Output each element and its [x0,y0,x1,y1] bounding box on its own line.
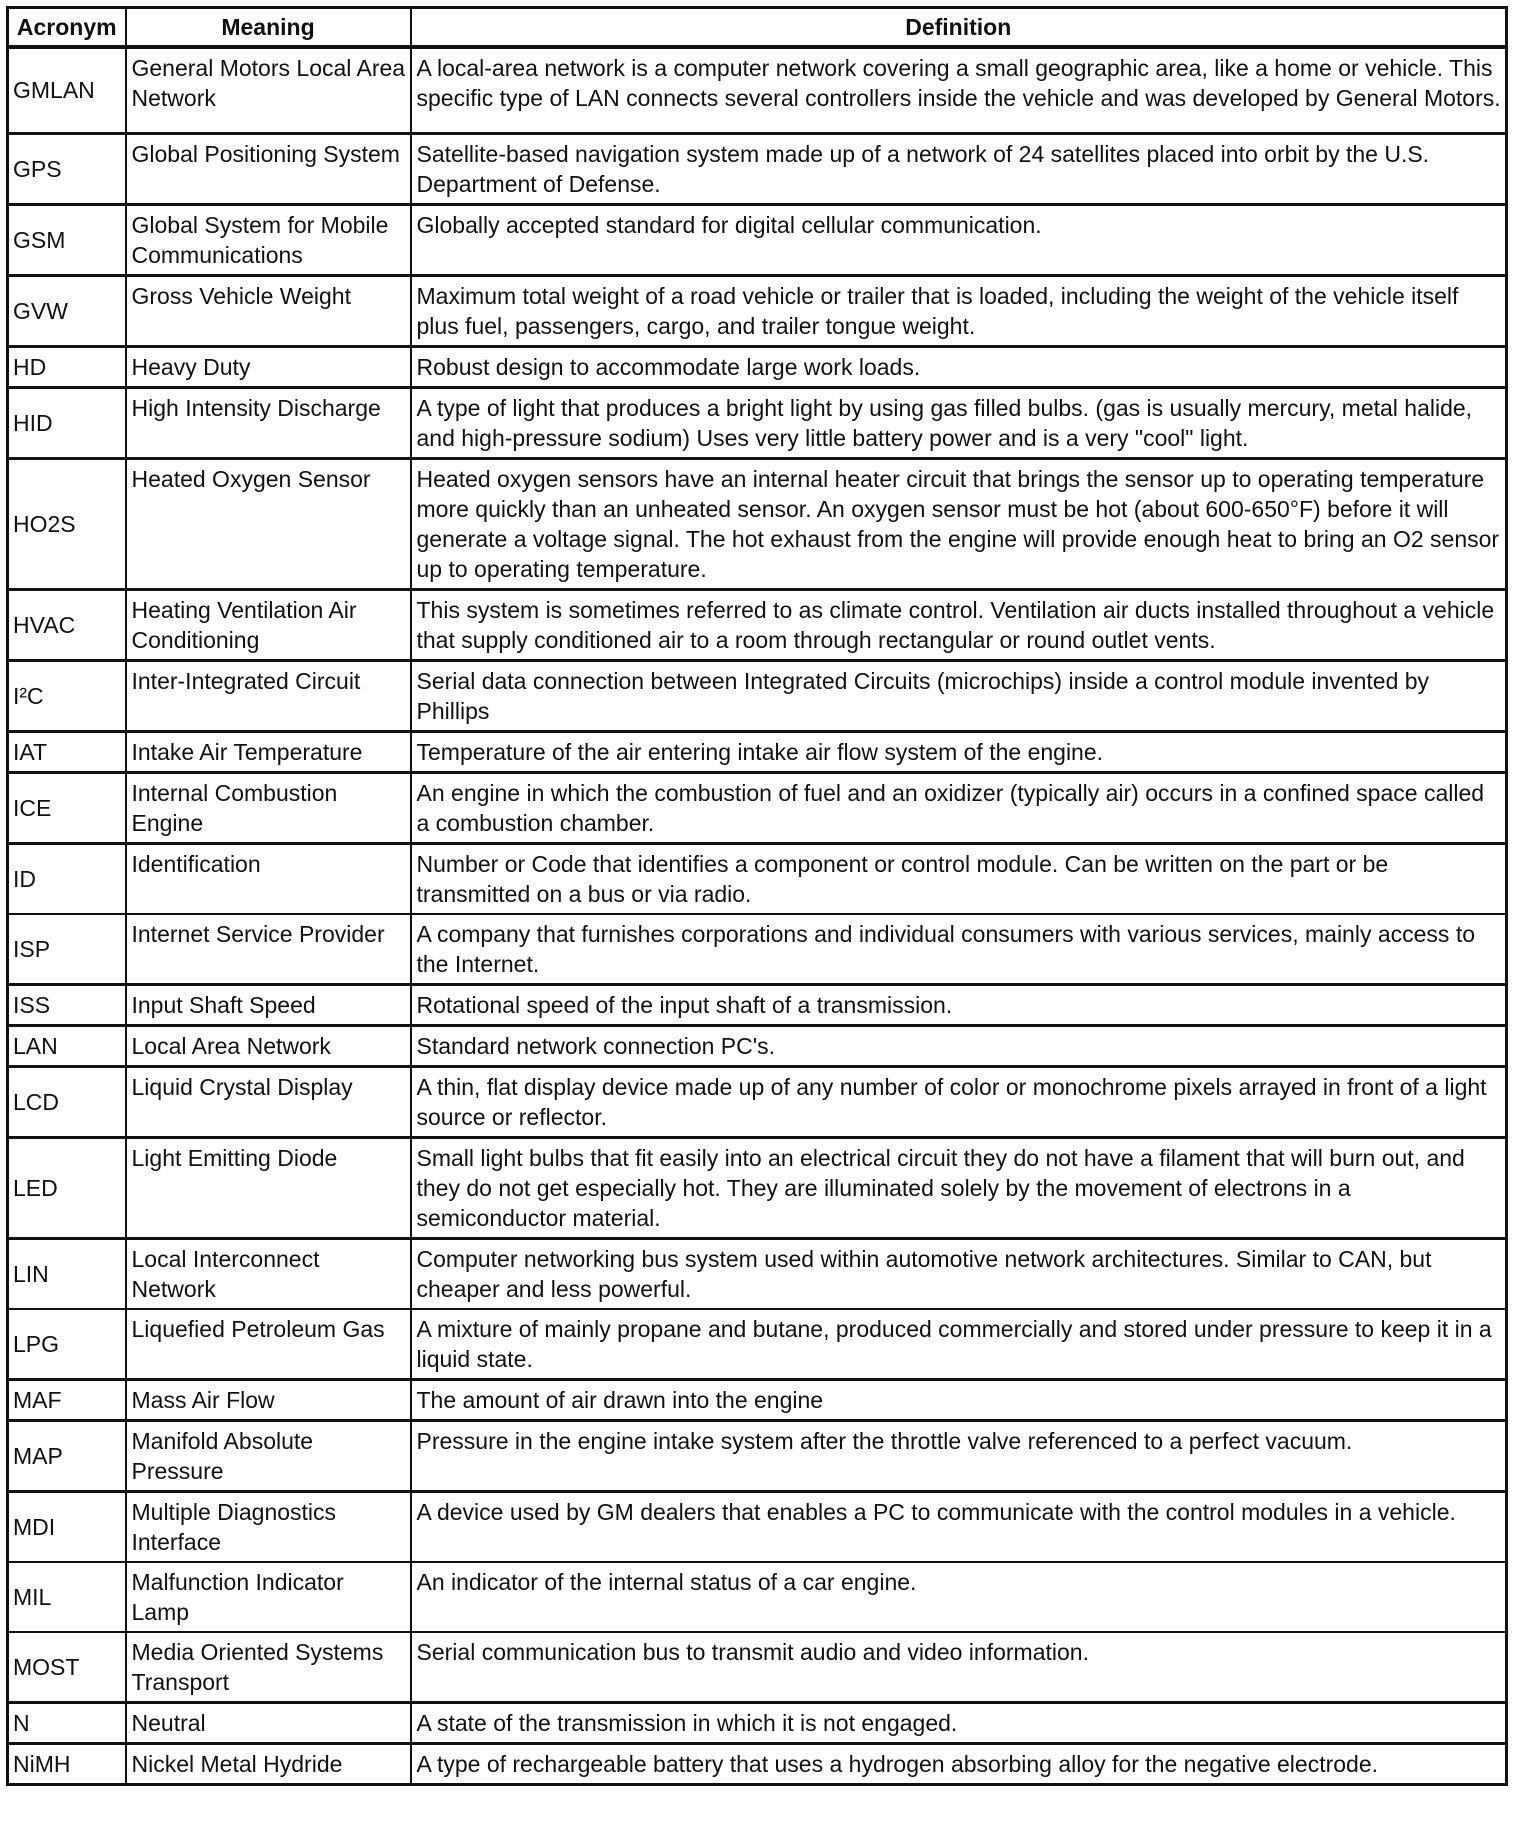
meaning-cell: Internal Combustion Engine [126,772,411,843]
header-acronym: Acronym [8,8,126,48]
meaning-cell: Media Oriented Systems Transport [126,1632,411,1703]
meaning-cell: Local Interconnect Network [126,1238,411,1309]
definition-cell: Globally accepted standard for digital cellular communication. [411,204,1507,275]
table-row [8,1309,1507,1380]
meaning-cell: Gross Vehicle Weight [126,275,411,346]
table-row [8,458,1507,589]
table-row [8,1632,1507,1703]
definition-cell: Pressure in the engine intake system after the throttle valve referenced to a perfect vacuum. [411,1420,1507,1491]
definition-cell: A state of the transmission in which it is not engaged. [411,1702,1507,1743]
table-row [8,1491,1507,1562]
meaning-cell: Malfunction Indicator Lamp [126,1562,411,1632]
definition-cell: Satellite-based navigation system made up of a network of 24 satellites placed into orbit by the U.S. Department of Defense. [411,133,1507,204]
table-row [8,1137,1507,1238]
acronym-cell: ICE [8,772,126,843]
definition-cell: Number or Code that identifies a component or control module. Can be written on the part or be transmitted on a bus or via radio. [411,843,1507,914]
acronym-glossary-table [6,6,1508,1786]
table-row [8,1379,1507,1420]
meaning-cell: Heating Ventilation Air Conditioning [126,589,411,660]
table-row [8,731,1507,772]
definition-cell: A local-area network is a computer network covering a small geographic area, like a home or vehicle. This specific type of LAN connects several controllers inside the vehicle and was developed by General Motors. [411,47,1507,133]
definition-cell: An engine in which the combustion of fuel and an oxidizer (typically air) occurs in a confined space called a combustion chamber. [411,772,1507,843]
acronym-cell: GSM [8,204,126,275]
meaning-cell: Mass Air Flow [126,1379,411,1420]
table-row [8,204,1507,275]
acronym-cell: ID [8,843,126,914]
acronym-cell: ISS [8,984,126,1025]
table-row [8,47,1507,133]
definition-cell: A type of rechargeable battery that uses a hydrogen absorbing alloy for the negative electrode. [411,1743,1507,1784]
acronym-cell: MIL [8,1562,126,1632]
acronym-cell: LPG [8,1309,126,1380]
meaning-cell: Global System for Mobile Communications [126,204,411,275]
definition-cell: Heated oxygen sensors have an internal heater circuit that brings the sensor up to operating temperature more quickly than an unheated sensor. An oxygen sensor must be hot (about 600-650°F) before it will generate a voltage signal. The hot exhaust from the engine will provide enough heat to bring an O2 sensor up to operating temperature. [411,458,1507,589]
meaning-cell: High Intensity Discharge [126,387,411,458]
table-row [8,1562,1507,1632]
table-row [8,1238,1507,1309]
definition-cell: A company that furnishes corporations and individual consumers with various services, mainly access to the Internet. [411,914,1507,985]
acronym-cell: GPS [8,133,126,204]
definition-cell: Maximum total weight of a road vehicle or trailer that is loaded, including the weight of the vehicle itself plus fuel, passengers, cargo, and trailer tongue weight. [411,275,1507,346]
acronym-cell: LIN [8,1238,126,1309]
acronym-cell: LCD [8,1066,126,1137]
header-meaning: Meaning [126,8,411,48]
meaning-cell: Light Emitting Diode [126,1137,411,1238]
definition-cell: Computer networking bus system used within automotive network architectures. Similar to CAN, but cheaper and less powerful. [411,1238,1507,1309]
meaning-cell: Local Area Network [126,1025,411,1066]
table-row [8,660,1507,731]
table-row [8,387,1507,458]
meaning-cell: Heated Oxygen Sensor [126,458,411,589]
definition-cell: A type of light that produces a bright light by using gas filled bulbs. (gas is usually mercury, metal halide, and high-pressure sodium) Uses very little battery power and is a very "cool" light. [411,387,1507,458]
meaning-cell: Heavy Duty [126,346,411,387]
meaning-cell: General Motors Local Area Network [126,47,411,133]
table-row [8,914,1507,985]
meaning-cell: Multiple Diagnostics Interface [126,1491,411,1562]
header-definition: Definition [411,8,1507,48]
table-row [8,1702,1507,1743]
acronym-cell: MAP [8,1420,126,1491]
acronym-cell: HVAC [8,589,126,660]
definition-cell: An indicator of the internal status of a car engine. [411,1562,1507,1632]
definition-cell: Serial data connection between Integrated Circuits (microchips) inside a control module invented by Phillips [411,660,1507,731]
table-row [8,1743,1507,1784]
table-row [8,1066,1507,1137]
acronym-cell: GVW [8,275,126,346]
meaning-cell: Manifold Absolute Pressure [126,1420,411,1491]
meaning-cell: Identification [126,843,411,914]
definition-cell: A mixture of mainly propane and butane, produced commercially and stored under pressure to keep it in a liquid state. [411,1309,1507,1380]
table-row [8,1420,1507,1491]
definition-cell: The amount of air drawn into the engine [411,1379,1507,1420]
acronym-cell: N [8,1702,126,1743]
definition-cell: This system is sometimes referred to as climate control. Ventilation air ducts installed throughout a vehicle that supply conditioned air to a room through rectangular or round outlet vents. [411,589,1507,660]
table-row [8,772,1507,843]
table-row [8,843,1507,914]
acronym-cell: MAF [8,1379,126,1420]
definition-cell: A thin, flat display device made up of any number of color or monochrome pixels arrayed in front of a light source or reflector. [411,1066,1507,1137]
acronym-cell: ISP [8,914,126,985]
definition-cell: Rotational speed of the input shaft of a transmission. [411,984,1507,1025]
acronym-cell: MDI [8,1491,126,1562]
meaning-cell: Inter-Integrated Circuit [126,660,411,731]
definition-cell: A device used by GM dealers that enables a PC to communicate with the control modules in a vehicle. [411,1491,1507,1562]
meaning-cell: Input Shaft Speed [126,984,411,1025]
acronym-cell: IAT [8,731,126,772]
table-row [8,275,1507,346]
table-row [8,346,1507,387]
meaning-cell: Internet Service Provider [126,914,411,985]
definition-cell: Standard network connection PC's. [411,1025,1507,1066]
definition-cell: Serial communication bus to transmit audio and video information. [411,1632,1507,1703]
meaning-cell: Global Positioning System [126,133,411,204]
meaning-cell: Intake Air Temperature [126,731,411,772]
header-row [8,8,1507,48]
acronym-cell: I²C [8,660,126,731]
acronym-cell: HD [8,346,126,387]
acronym-cell: HID [8,387,126,458]
table-row [8,589,1507,660]
meaning-cell: Liquefied Petroleum Gas [126,1309,411,1380]
acronym-cell: HO2S [8,458,126,589]
definition-cell: Robust design to accommodate large work loads. [411,346,1507,387]
table-row [8,984,1507,1025]
acronym-cell: LED [8,1137,126,1238]
acronym-cell: MOST [8,1632,126,1703]
acronym-cell: GMLAN [8,47,126,133]
table-row [8,133,1507,204]
definition-cell: Temperature of the air entering intake air flow system of the engine. [411,731,1507,772]
meaning-cell: Nickel Metal Hydride [126,1743,411,1784]
table-body [8,47,1507,1784]
meaning-cell: Neutral [126,1702,411,1743]
definition-cell: Small light bulbs that fit easily into an electrical circuit they do not have a filament that will burn out, and they do not get especially hot. They are illuminated solely by the movement of electrons in a semiconductor material. [411,1137,1507,1238]
table-row [8,1025,1507,1066]
meaning-cell: Liquid Crystal Display [126,1066,411,1137]
acronym-cell: LAN [8,1025,126,1066]
acronym-cell: NiMH [8,1743,126,1784]
